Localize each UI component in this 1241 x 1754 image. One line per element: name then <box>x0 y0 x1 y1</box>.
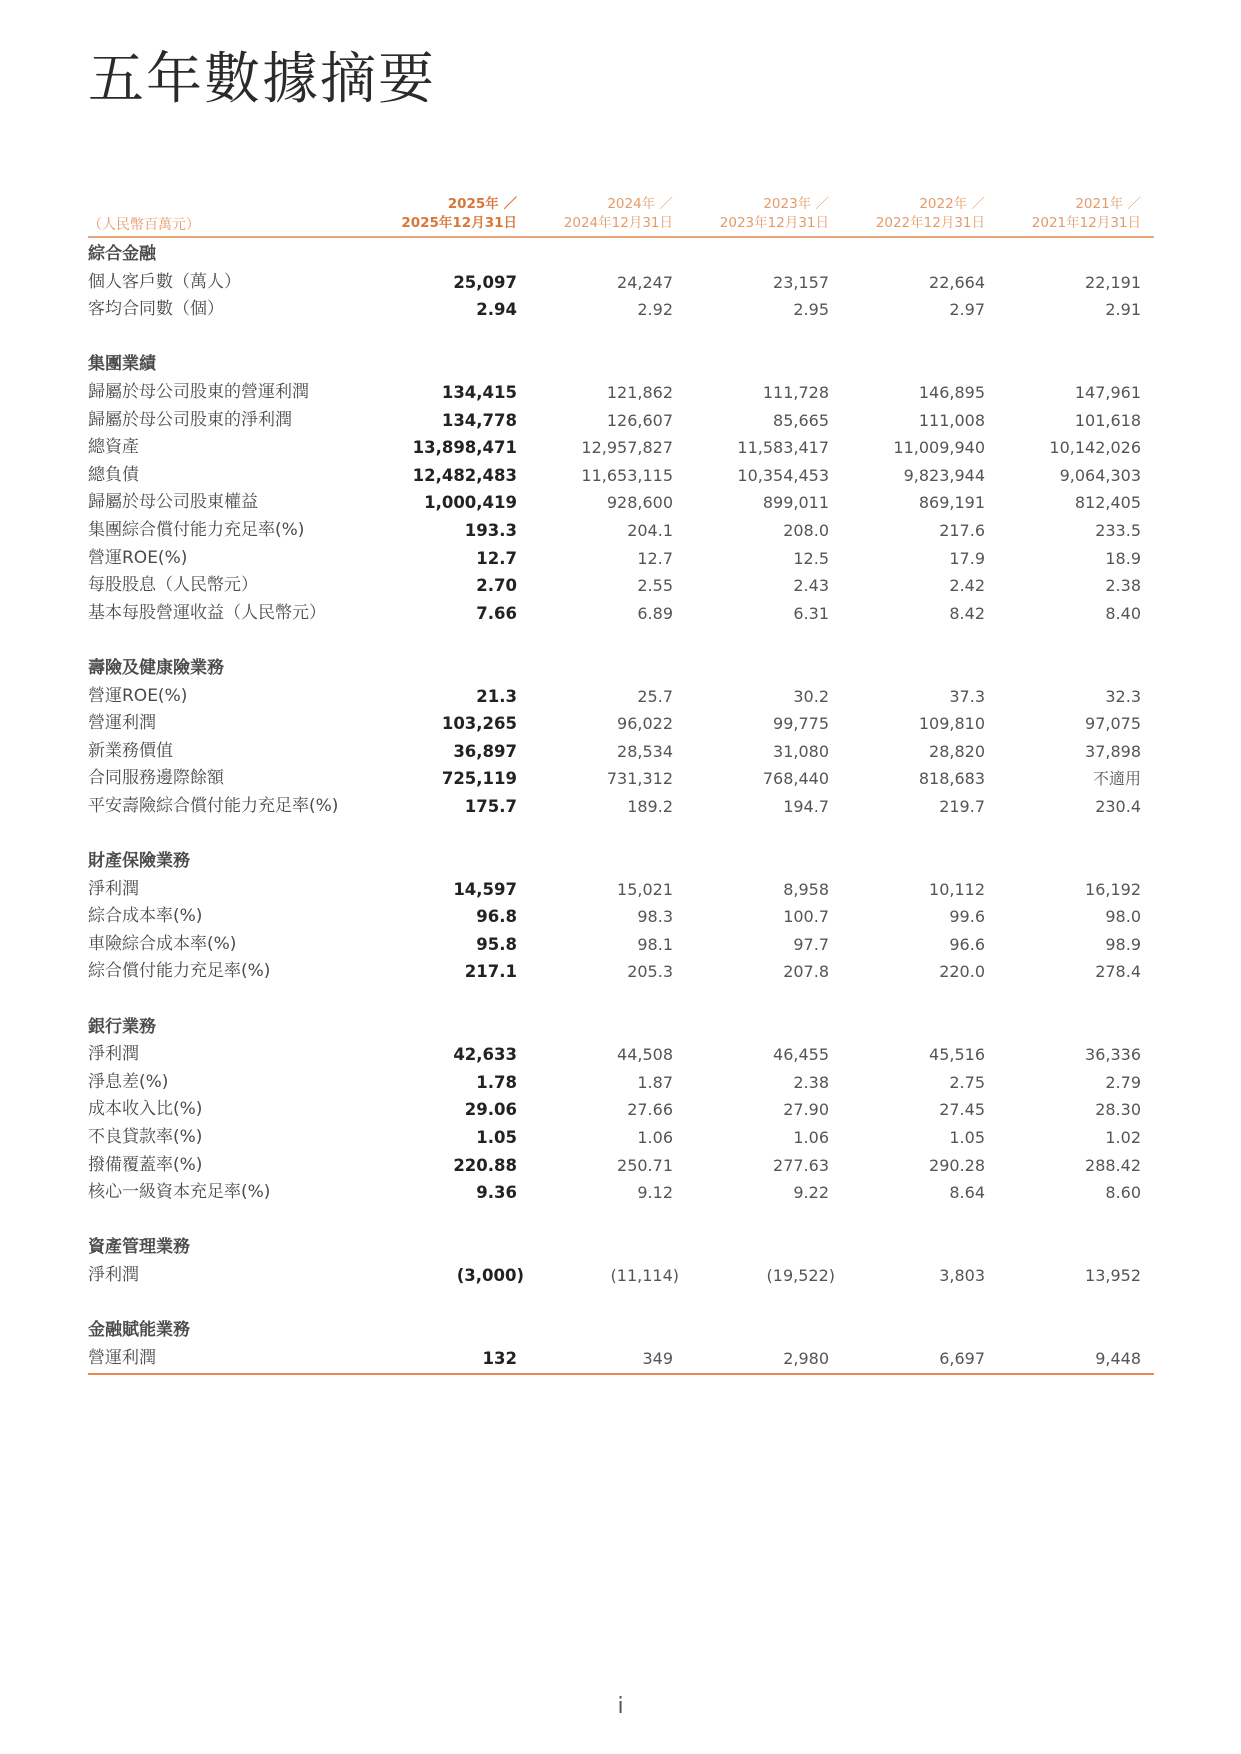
section-heading <box>88 1014 1154 1042</box>
five-year-summary-table <box>88 192 1154 1375</box>
row-label: 客均合同數（個） <box>88 299 224 320</box>
row-label: 新業務價值 <box>88 740 173 761</box>
column-year: 2023年 ／ <box>763 196 829 212</box>
cell-value-2021: 1.02 <box>1105 1128 1141 1147</box>
table-row <box>88 572 1154 600</box>
cell-value-2025: 103,265 <box>441 714 517 734</box>
cell-value-2024: 121,862 <box>606 382 673 402</box>
cell-value-2023: 207.8 <box>783 962 829 982</box>
cell-value-2024: 1.06 <box>637 1128 673 1147</box>
cell-value-2025: 2.70 <box>476 576 517 596</box>
table-row <box>88 683 1154 711</box>
table-bottom-rule <box>88 1373 1154 1375</box>
cell-value-2023: 85,665 <box>773 410 829 430</box>
section-heading <box>88 1317 1154 1345</box>
unit-label: （人民幣百萬元） <box>88 217 200 233</box>
table-row <box>88 379 1154 407</box>
cell-value-2023: 277.63 <box>773 1155 829 1175</box>
row-label: 歸屬於母公司股東的淨利潤 <box>88 409 292 430</box>
cell-value-2023: 2.95 <box>793 300 829 320</box>
table-row <box>88 407 1154 435</box>
section-spacer <box>88 627 1154 655</box>
row-label: 不良貸款率(%) <box>88 1127 203 1147</box>
cell-value-2021: 98.9 <box>1105 934 1141 954</box>
row-label: 每股股息（人民幣元） <box>88 575 258 596</box>
cell-value-2025: 220.88 <box>453 1155 517 1175</box>
section-heading <box>88 241 1154 269</box>
table-body <box>88 238 1154 1372</box>
cell-value-2021: 不適用 <box>1092 769 1141 789</box>
row-label: 總負債 <box>88 464 139 485</box>
cell-value-2021: 9,448 <box>1095 1348 1141 1368</box>
cell-value-2025: 193.3 <box>464 520 517 540</box>
section-heading <box>88 848 1154 876</box>
cell-value-2025: 29.06 <box>464 1100 517 1120</box>
cell-value-2023: 9.22 <box>793 1183 829 1203</box>
cell-value-2024: 250.71 <box>617 1155 673 1175</box>
row-label: 歸屬於母公司股東的營運利潤 <box>88 381 309 402</box>
row-label: 核心一級資本充足率(%) <box>88 1182 271 1203</box>
section-title: 綜合金融 <box>88 244 156 264</box>
table-row <box>88 876 1154 904</box>
section-spacer <box>88 986 1154 1014</box>
cell-value-2024: 731,312 <box>606 769 673 789</box>
row-label: 營運ROE(%) <box>88 685 188 706</box>
table-row <box>88 1124 1154 1152</box>
cell-value-2021: 812,405 <box>1074 493 1141 513</box>
cell-value-2024: 28,534 <box>617 741 673 761</box>
row-label: 營運利潤 <box>88 1347 156 1368</box>
row-label: 淨利潤 <box>88 1044 139 1065</box>
column-year: 2021年 ／ <box>1075 196 1141 212</box>
cell-value-2022: 219.7 <box>939 796 985 816</box>
cell-value-2025: 217.1 <box>464 962 517 982</box>
cell-value-2024: 928,600 <box>606 493 673 513</box>
cell-value-2023: 2.43 <box>793 576 829 596</box>
cell-value-2024: 204.1 <box>627 520 673 540</box>
column-date: 2023年12月31日 <box>719 215 829 231</box>
section-title: 財產保險業務 <box>88 851 190 872</box>
section-heading <box>88 1234 1154 1262</box>
cell-value-2022: 111,008 <box>918 410 985 430</box>
table-row <box>88 1345 1154 1373</box>
cell-value-2025: 25,097 <box>453 272 517 292</box>
cell-value-2022: 96.6 <box>949 934 985 954</box>
row-label: 集團綜合償付能力充足率(%) <box>88 519 305 540</box>
table-row <box>88 765 1154 793</box>
column-header-2021 <box>1032 195 1141 233</box>
column-year: 2025年 ／ <box>447 196 517 212</box>
cell-value-2023: 30.2 <box>793 686 829 706</box>
cell-value-2025: 96.8 <box>476 907 517 927</box>
row-label: 綜合成本率(%) <box>88 906 203 927</box>
cell-value-2024: (11,114) <box>610 1265 679 1285</box>
cell-value-2025: (3,000) <box>456 1265 524 1285</box>
table-row <box>88 545 1154 573</box>
cell-value-2021: 98.0 <box>1105 907 1141 927</box>
table-row <box>88 489 1154 517</box>
row-label: 撥備覆蓋率(%) <box>88 1154 203 1175</box>
cell-value-2022: 2.97 <box>949 300 985 320</box>
cell-value-2024: 1.87 <box>637 1072 673 1092</box>
cell-value-2023: 899,011 <box>762 493 829 513</box>
row-label: 平安壽險綜合償付能力充足率(%) <box>88 795 339 816</box>
column-header-2023 <box>720 195 829 233</box>
cell-value-2021: 2.38 <box>1105 576 1141 596</box>
cell-value-2023: 2,980 <box>783 1348 829 1368</box>
cell-value-2021: 101,618 <box>1074 410 1141 430</box>
cell-value-2021: 10,142,026 <box>1049 438 1141 458</box>
cell-value-2025: 134,415 <box>441 382 517 402</box>
table-row <box>88 1041 1154 1069</box>
cell-value-2024: 24,247 <box>617 272 673 292</box>
cell-value-2021: 32.3 <box>1105 686 1141 706</box>
cell-value-2023: 46,455 <box>773 1045 829 1065</box>
cell-value-2022: 11,009,940 <box>893 438 985 458</box>
column-header-2025 <box>401 195 517 233</box>
cell-value-2021: 9,064,303 <box>1059 465 1141 485</box>
cell-value-2025: 1.78 <box>476 1072 517 1092</box>
table-row <box>88 931 1154 959</box>
cell-value-2021: 2.91 <box>1105 300 1141 320</box>
table-row <box>88 434 1154 462</box>
cell-value-2022: 1.05 <box>949 1128 985 1147</box>
cell-value-2024: 15,021 <box>617 879 673 899</box>
cell-value-2022: 9,823,944 <box>903 465 985 485</box>
row-label: 總資產 <box>88 437 139 458</box>
cell-value-2021: 8.40 <box>1105 603 1141 623</box>
table-row <box>88 269 1154 297</box>
cell-value-2024: 12,957,827 <box>581 438 673 458</box>
cell-value-2024: 12.7 <box>637 548 673 568</box>
table-row <box>88 1096 1154 1124</box>
row-label: 淨利潤 <box>88 1264 139 1285</box>
cell-value-2021: 288.42 <box>1085 1155 1141 1175</box>
column-date: 2025年12月31日 <box>401 215 517 231</box>
section-heading <box>88 655 1154 683</box>
section-title: 資產管理業務 <box>88 1237 190 1258</box>
cell-value-2023: 768,440 <box>762 769 829 789</box>
cell-value-2023: 11,583,417 <box>737 438 829 458</box>
cell-value-2025: 14,597 <box>453 879 517 899</box>
page-number: i <box>617 1694 624 1719</box>
cell-value-2021: 233.5 <box>1095 520 1141 540</box>
cell-value-2021: 147,961 <box>1074 382 1141 402</box>
section-heading <box>88 351 1154 379</box>
cell-value-2022: 2.75 <box>949 1072 985 1092</box>
section-title: 壽險及健康險業務 <box>88 657 224 678</box>
cell-value-2023: 10,354,453 <box>737 465 829 485</box>
cell-value-2023: 23,157 <box>773 272 829 292</box>
table-row <box>88 793 1154 821</box>
cell-value-2025: 132 <box>482 1348 517 1368</box>
cell-value-2025: 12,482,483 <box>412 465 517 485</box>
table-row <box>88 296 1154 324</box>
cell-value-2024: 11,653,115 <box>581 465 673 485</box>
table-row <box>88 1069 1154 1097</box>
cell-value-2023: 2.38 <box>793 1072 829 1092</box>
cell-value-2025: 2.94 <box>476 300 517 320</box>
column-year: 2024年 ／ <box>607 196 673 212</box>
cell-value-2025: 36,897 <box>453 741 517 761</box>
table-row <box>88 1179 1154 1207</box>
cell-value-2025: 725,119 <box>441 769 517 789</box>
cell-value-2023: 31,080 <box>773 741 829 761</box>
cell-value-2023: 194.7 <box>783 796 829 816</box>
table-row <box>88 462 1154 490</box>
cell-value-2025: 1,000,419 <box>424 493 517 513</box>
table-row <box>88 1152 1154 1180</box>
cell-value-2022: 290.28 <box>929 1155 985 1175</box>
cell-value-2021: 16,192 <box>1085 879 1141 899</box>
cell-value-2022: 10,112 <box>929 879 985 899</box>
cell-value-2021: 28.30 <box>1095 1100 1141 1120</box>
cell-value-2024: 9.12 <box>637 1183 673 1203</box>
cell-value-2022: 2.42 <box>949 576 985 596</box>
column-date: 2022年12月31日 <box>875 215 985 231</box>
cell-value-2021: 22,191 <box>1085 272 1141 292</box>
cell-value-2022: 45,516 <box>929 1045 985 1065</box>
section-spacer <box>88 820 1154 848</box>
cell-value-2022: 17.9 <box>949 548 985 568</box>
row-label: 合同服務邊際餘額 <box>88 768 224 789</box>
table-row <box>88 710 1154 738</box>
section-title: 金融賦能業務 <box>88 1320 190 1341</box>
section-spacer <box>88 1290 1154 1318</box>
row-label: 淨息差(%) <box>88 1071 169 1092</box>
cell-value-2024: 27.66 <box>627 1100 673 1120</box>
cell-value-2024: 98.1 <box>637 934 673 954</box>
cell-value-2022: 869,191 <box>918 493 985 513</box>
cell-value-2025: 13,898,471 <box>412 438 517 458</box>
cell-value-2025: 1.05 <box>476 1128 517 1147</box>
section-title: 集團業績 <box>88 354 156 375</box>
row-label: 綜合償付能力充足率(%) <box>88 961 271 982</box>
cell-value-2022: 217.6 <box>939 520 985 540</box>
row-label: 基本每股營運收益（人民幣元） <box>88 602 326 623</box>
cell-value-2024: 205.3 <box>627 962 673 982</box>
cell-value-2022: 8.64 <box>949 1183 985 1203</box>
column-header-2022 <box>876 195 985 233</box>
cell-value-2023: 6.31 <box>793 603 829 623</box>
cell-value-2021: 278.4 <box>1095 962 1141 982</box>
cell-value-2023: 99,775 <box>773 714 829 734</box>
cell-value-2024: 2.55 <box>637 576 673 596</box>
cell-value-2022: 220.0 <box>939 962 985 982</box>
column-date: 2021年12月31日 <box>1031 215 1141 231</box>
column-date: 2024年12月31日 <box>563 215 673 231</box>
cell-value-2025: 7.66 <box>476 603 517 623</box>
cell-value-2024: 6.89 <box>637 603 673 623</box>
table-row <box>88 903 1154 931</box>
cell-value-2025: 42,633 <box>453 1045 517 1065</box>
section-spacer <box>88 1207 1154 1235</box>
row-label: 成本收入比(%) <box>88 1099 203 1120</box>
cell-value-2021: 2.79 <box>1105 1072 1141 1092</box>
cell-value-2025: 134,778 <box>441 410 517 430</box>
cell-value-2025: 21.3 <box>476 686 517 706</box>
cell-value-2024: 126,607 <box>606 410 673 430</box>
column-year: 2022年 ／ <box>919 196 985 212</box>
cell-value-2022: 146,895 <box>918 382 985 402</box>
cell-value-2024: 98.3 <box>637 907 673 927</box>
cell-value-2022: 37.3 <box>949 686 985 706</box>
table-row <box>88 600 1154 628</box>
cell-value-2021: 37,898 <box>1085 741 1141 761</box>
row-label: 個人客戶數（萬人） <box>88 271 241 292</box>
table-row <box>88 517 1154 545</box>
cell-value-2024: 96,022 <box>617 714 673 734</box>
cell-value-2021: 230.4 <box>1095 796 1141 816</box>
cell-value-2022: 6,697 <box>939 1348 985 1368</box>
cell-value-2025: 12.7 <box>476 548 517 568</box>
cell-value-2022: 109,810 <box>918 714 985 734</box>
cell-value-2022: 28,820 <box>929 741 985 761</box>
cell-value-2024: 44,508 <box>617 1045 673 1065</box>
cell-value-2022: 8.42 <box>949 603 985 623</box>
cell-value-2024: 2.92 <box>637 300 673 320</box>
row-label: 車險綜合成本率(%) <box>88 933 237 954</box>
cell-value-2022: 818,683 <box>918 769 985 789</box>
cell-value-2022: 99.6 <box>949 907 985 927</box>
cell-value-2025: 175.7 <box>464 796 517 816</box>
row-label: 營運ROE(%) <box>88 547 188 568</box>
cell-value-2024: 189.2 <box>627 796 673 816</box>
cell-value-2023: 100.7 <box>783 907 829 927</box>
cell-value-2023: 208.0 <box>783 520 829 540</box>
cell-value-2023: 97.7 <box>793 934 829 954</box>
row-label: 歸屬於母公司股東權益 <box>88 492 258 513</box>
cell-value-2023: 12.5 <box>793 548 829 568</box>
cell-value-2023: (19,522) <box>766 1265 835 1285</box>
table-row <box>88 738 1154 766</box>
cell-value-2023: 1.06 <box>793 1128 829 1147</box>
page-title: 五年數據摘要 <box>88 47 436 112</box>
table-row <box>88 1262 1154 1290</box>
cell-value-2022: 22,664 <box>929 272 985 292</box>
section-spacer <box>88 324 1154 352</box>
cell-value-2023: 8,958 <box>783 879 829 899</box>
cell-value-2024: 349 <box>642 1348 673 1368</box>
table-header <box>88 192 1154 238</box>
cell-value-2021: 97,075 <box>1085 714 1141 734</box>
cell-value-2021: 18.9 <box>1105 548 1141 568</box>
cell-value-2021: 8.60 <box>1105 1183 1141 1203</box>
section-title: 銀行業務 <box>88 1016 156 1037</box>
cell-value-2021: 13,952 <box>1085 1265 1141 1285</box>
cell-value-2022: 3,803 <box>939 1265 985 1285</box>
cell-value-2023: 27.90 <box>783 1100 829 1120</box>
cell-value-2024: 25.7 <box>637 686 673 706</box>
table-row <box>88 958 1154 986</box>
cell-value-2023: 111,728 <box>762 382 829 402</box>
row-label: 淨利潤 <box>88 878 139 899</box>
column-header-2024 <box>564 195 673 233</box>
cell-value-2021: 36,336 <box>1085 1045 1141 1065</box>
cell-value-2025: 9.36 <box>476 1183 517 1203</box>
cell-value-2025: 95.8 <box>476 934 517 954</box>
row-label: 營運利潤 <box>88 713 156 734</box>
cell-value-2022: 27.45 <box>939 1100 985 1120</box>
